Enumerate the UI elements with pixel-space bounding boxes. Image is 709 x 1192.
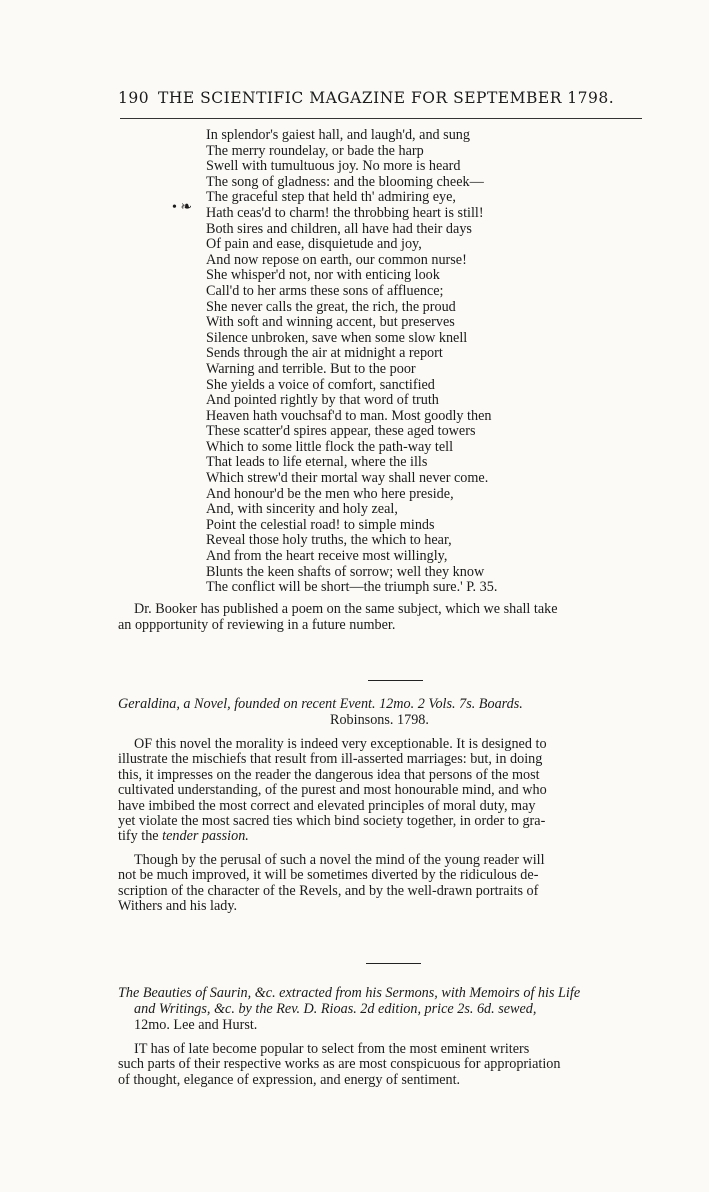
- text-line: have imbibed the most correct and elevated principles of moral duty, may: [118, 797, 536, 814]
- text-line: yet violate the most sacred ties which bind society together, in order to gra-: [118, 813, 546, 829]
- poem-line: In splendor's gaiest hall, and laugh'd, and sung: [206, 127, 470, 143]
- margin-marker: • ❧: [172, 200, 193, 215]
- poem-block: [206, 128, 666, 596]
- poem-line: Hath ceas'd to charm! the throbbing heart is still!: [206, 204, 484, 221]
- poem-line: And from the heart receive most willingly,: [206, 548, 448, 565]
- poem-line: Of pain and ease, disquietude and joy,: [206, 236, 422, 253]
- poem-line: Sends through the air at midnight a report: [206, 345, 443, 362]
- poem-line: The conflict will be short—the triumph sure.' P. 35.: [206, 579, 498, 596]
- text-line: OF this novel the morality is indeed very exceptionable. It is designed to: [134, 736, 547, 752]
- poem-line: Heaven hath vouchsaf'd to man. Most goodly then: [206, 407, 492, 424]
- text-line: not be much improved, it will be sometimes diverted by the ridiculous de-: [118, 867, 539, 884]
- text-line: cultivated understanding, of the purest and most honourable mind, and who: [118, 782, 547, 799]
- running-title: THE SCIENTIFIC MAGAZINE FOR SEPTEMBER 1798.: [158, 89, 615, 107]
- running-header: [118, 89, 643, 111]
- poem-line: Call'd to her arms these sons of affluence;: [206, 282, 444, 299]
- text-line: Though by the perusal of such a novel the mind of the young reader will: [134, 852, 545, 868]
- review-publisher-geraldina: Robinsons. 1798.: [330, 712, 429, 728]
- booker-note-line-2: an oppportunity of reviewing in a future number.: [118, 617, 396, 633]
- poem-line: And pointed rightly by that word of truth: [206, 392, 439, 409]
- poem-line: Silence unbroken, save when some slow knell: [206, 329, 468, 346]
- text-line: scription of the character of the Revels, and by the well-drawn portraits of: [118, 882, 539, 899]
- poem-line: She whisper'd not, nor with enticing look: [206, 267, 440, 284]
- poem-line: Both sires and children, all have had their days: [206, 220, 472, 237]
- section-divider: [368, 680, 423, 681]
- poem-line: Warning and terrible. But to the poor: [206, 360, 416, 377]
- tender-passion-phrase: tender passion.: [162, 828, 249, 844]
- header-rule: [120, 118, 642, 119]
- text-line: illustrate the mischiefs that result from ill-asserted marriages: but, in doing: [118, 751, 543, 768]
- poem-line: That leads to life eternal, where the ills: [206, 454, 428, 471]
- text-line: Withers and his lady.: [118, 898, 238, 915]
- text-line: this, it impresses on the reader the dangerous idea that persons of the most: [118, 766, 540, 783]
- poem-line: Which strew'd their mortal way shall never come.: [206, 470, 489, 487]
- page-number: 190: [118, 89, 150, 107]
- text-line: such parts of their respective works as are most conspicuous for appropriation: [118, 1056, 561, 1073]
- poem-line: She yields a voice of comfort, sanctified: [206, 376, 435, 393]
- poem-line: And now repose on earth, our common nurse!: [206, 251, 467, 268]
- poem-line: Swell with tumultuous joy. No more is heard: [206, 158, 461, 175]
- review-title-geraldina: Geraldina, a Novel, founded on recent Event. 12mo. 2 Vols. 7s. Boards.: [118, 696, 523, 712]
- text-line: of thought, elegance of expression, and energy of sentiment.: [118, 1071, 461, 1088]
- poem-line: With soft and winning accent, but preserves: [206, 314, 455, 331]
- poem-line: The graceful step that held th' admiring eye,: [206, 189, 456, 206]
- review-title-saurin-3: 12mo. Lee and Hurst.: [134, 1017, 258, 1033]
- poem-line: Point the celestial road! to simple minds: [206, 516, 435, 533]
- poem-line: The song of gladness: and the blooming cheek—: [206, 173, 484, 190]
- poem-line: Blunts the keen shafts of sorrow; well they know: [206, 563, 485, 580]
- poem-line: And, with sincerity and holy zeal,: [206, 501, 398, 518]
- review-title-saurin-1: The Beauties of Saurin, &c. extracted from his Sermons, with Memoirs of his Life: [118, 985, 581, 1001]
- poem-line: These scatter'd spires appear, these aged towers: [206, 423, 476, 440]
- poem-line: Reveal those holy truths, the which to hear,: [206, 532, 452, 549]
- text-line: IT has of late become popular to select from the most eminent writers: [134, 1041, 530, 1057]
- review-title-saurin-2: and Writings, &c. by the Rev. D. Rioas. 2d edition, price 2s. 6d. sewed,: [134, 1001, 537, 1017]
- poem-line: Which to some little flock the path-way tell: [206, 438, 454, 455]
- poem-line: And honour'd be the men who here preside,: [206, 485, 454, 502]
- review-geraldina-last-line: tify the tender passion.: [118, 828, 249, 844]
- section-divider-2: [366, 963, 421, 964]
- booker-note-line-1: Dr. Booker has published a poem on the same subject, which we shall take: [134, 601, 558, 617]
- poem-line: The merry roundelay, or bade the harp: [206, 142, 424, 159]
- poem-line: She never calls the great, the rich, the proud: [206, 298, 456, 315]
